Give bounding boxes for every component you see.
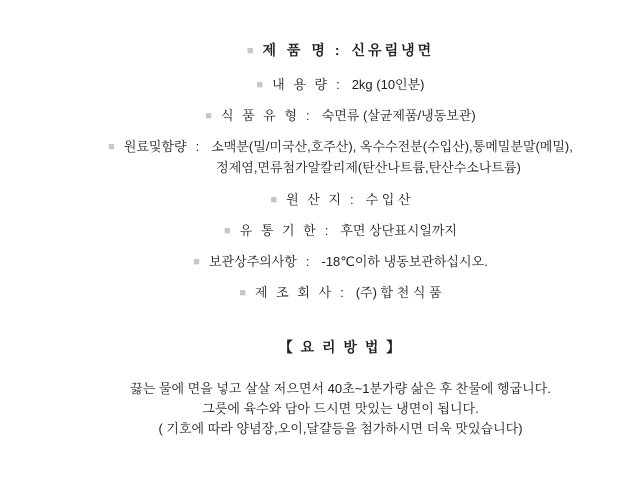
spec-value: 신유림냉면 (351, 42, 435, 58)
bullet-square-icon: ■ (108, 141, 115, 153)
spec-value: 숙면류 (살균제품/냉동보관) (321, 108, 476, 123)
cooking-section-title: 【 요 리 방 법 】 (278, 339, 403, 355)
bullet-square-icon: ■ (224, 225, 231, 237)
spec-value: 2kg (10인분) (351, 77, 425, 92)
spec-row (52, 254, 629, 270)
instruction-line: 끓는 물에 면을 넣고 살살 저으면서 40초~1분가량 삶은 후 찬물에 헹굽니다. (130, 381, 551, 396)
spec-row (52, 192, 629, 208)
colon-separator: : (340, 285, 344, 300)
spec-label: 제 조 회 사 (255, 285, 332, 300)
spec-label: 제 품 명 (262, 42, 326, 58)
product-spec-list (52, 42, 629, 301)
spec-row (52, 77, 629, 93)
colon-separator: : (336, 77, 340, 92)
spec-label: 식 품 유 형 (220, 108, 298, 123)
spec-row (52, 42, 629, 59)
spec-row (52, 139, 629, 177)
bullet-square-icon: ■ (246, 45, 254, 57)
spec-row (52, 223, 629, 239)
colon-separator: : (324, 223, 329, 238)
colon-separator: : (305, 254, 310, 269)
colon-separator: : (334, 42, 340, 58)
bullet-square-icon: ■ (193, 256, 200, 268)
colon-separator: : (350, 192, 354, 207)
bullet-square-icon: ■ (239, 287, 247, 299)
spec-label: 원 산 지 (286, 192, 342, 207)
spec-value: 수 입 산 (365, 192, 411, 207)
colon-separator: : (195, 139, 200, 154)
cooking-instructions (52, 379, 629, 439)
instruction-line: 그릇에 육수와 담아 드시면 맛있는 냉면이 됩니다. (202, 401, 479, 416)
colon-separator: : (306, 108, 310, 123)
spec-label: 보관상주의사항 (208, 254, 297, 269)
bullet-square-icon: ■ (205, 110, 212, 122)
spec-value: -18℃이하 냉동보관하십시오. (321, 254, 488, 269)
spec-value: (주) 합 천 식 품 (355, 285, 442, 300)
spec-label: 원료및함량 (123, 139, 187, 154)
bullet-square-icon: ■ (256, 79, 264, 91)
instruction-line: ( 기호에 따라 양념장,오이,달걀등을 첨가하시면 더욱 맛있습니다) (158, 421, 523, 436)
spec-value: 후면 상단표시일까지 (340, 223, 457, 238)
bullet-square-icon: ■ (270, 194, 278, 206)
spec-row (52, 108, 629, 124)
spec-label: 내 용 량 (272, 77, 328, 92)
spec-value-line2: 정제염,면류첨가알칼리제(탄산나트륨,탄산수소나트륨) (216, 160, 521, 175)
spec-value: 소맥분(밀/미국산,호주산), 옥수수전분(수입산),통메밀분말(메밀), (211, 139, 573, 154)
spec-row (52, 285, 629, 301)
spec-label: 유 통 기 한 (239, 223, 316, 238)
